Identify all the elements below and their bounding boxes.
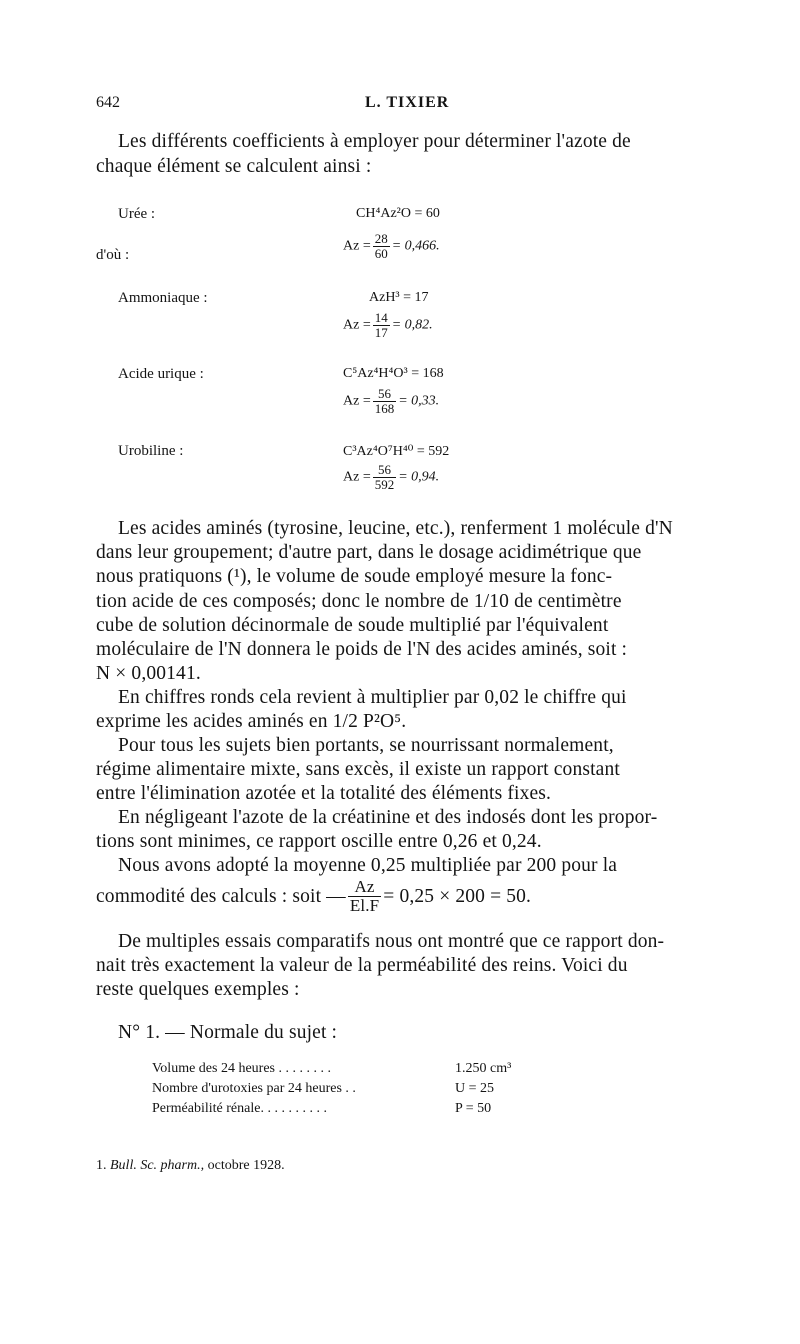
formula-ammoniaque: AzH³ = 17: [369, 290, 429, 305]
fraction-denominator: 592: [374, 477, 395, 492]
paragraph-line: N × 0,00141.: [96, 663, 201, 684]
fraction: [373, 387, 397, 416]
formula-result: = 0,82.: [391, 317, 433, 333]
fraction-numerator: Az: [354, 877, 375, 896]
paragraph-line: dans leur groupement; d'autre part, dans le dosage acidimétrique que: [96, 542, 642, 563]
formula-label-uree: Urée :: [118, 206, 156, 222]
fraction-denominator: 168: [374, 401, 395, 416]
paragraph-text: commodité des calculs : soit —: [96, 885, 346, 907]
fraction-numerator: 56: [377, 462, 391, 477]
formula-urobiline-az: [343, 463, 439, 492]
fraction-numerator: 14: [374, 310, 388, 325]
formula-acide-urique-az: [343, 387, 439, 416]
paragraph-line: Nous avons adopté la moyenne 0,25 multipliée par 200 pour la: [118, 855, 618, 876]
paragraph-line: Pour tous les sujets bien portants, se nourrissant normalement,: [118, 735, 614, 756]
fraction-denominator: El.F: [349, 896, 380, 915]
paragraph-line: régime alimentaire mixte, sans excès, il existe un rapport constant: [96, 759, 620, 780]
paragraph-line: tions sont minimes, ce rapport oscille entre 0,26 et 0,24.: [96, 831, 542, 852]
fraction-denominator: 17: [374, 325, 388, 340]
intro-line: chaque élément se calculent ainsi :: [96, 156, 372, 177]
formula-urobiline: C³Az⁴O⁷H⁴⁰ = 592: [343, 444, 450, 459]
example-row-label: Nombre d'urotoxies par 24 heures . .: [152, 1081, 356, 1096]
footnote-number: 1.: [96, 1158, 107, 1173]
example-row-value: 1.250 cm³: [455, 1061, 512, 1076]
paragraph-line: Les acides aminés (tyrosine, leucine, etc.), renferment 1 molécule d'N: [118, 518, 673, 539]
fraction: [373, 311, 390, 340]
fraction-denominator: 60: [374, 246, 388, 261]
formula-lhs: Az =: [343, 469, 371, 485]
fraction-az-elf: [348, 878, 381, 915]
formula-result: = 0,33.: [398, 393, 440, 409]
intro-line: Les différents coefficients à employer pour déterminer l'azote de: [118, 131, 631, 152]
page-number: 642: [96, 94, 120, 111]
paragraph-line: En négligeant l'azote de la créatinine et des indosés dont les propor-: [118, 807, 658, 828]
example-row-value: P = 50: [455, 1101, 492, 1116]
fraction: [373, 232, 390, 261]
paragraph-line: moléculaire de l'N donnera le poids de l'N des acides aminés, soit :: [96, 639, 628, 660]
paragraph-text: = 0,25 × 200 = 50.: [383, 885, 532, 907]
paragraph-line: nait très exactement la valeur de la perméabilité des reins. Voici du: [96, 955, 628, 976]
example-row-value: U = 25: [455, 1081, 495, 1096]
paragraph-line: cube de solution décinormale de soude multiplié par l'équivalent: [96, 615, 609, 636]
paragraph-line: entre l'élimination azotée et la totalité des éléments fixes.: [96, 783, 552, 804]
formula-label-acide-urique: Acide urique :: [118, 366, 204, 382]
formula-acide-urique: C⁵Az⁴H⁴O³ = 168: [343, 366, 444, 381]
footnote: [96, 1158, 285, 1174]
formula-lhs: Az =: [343, 238, 371, 254]
formula-lhs: Az =: [343, 393, 371, 409]
formula-ammoniaque-az: [343, 311, 433, 340]
fraction-numerator: 28: [374, 231, 388, 246]
paragraph-line: tion acide de ces composés; donc le nombre de 1/10 de centimètre: [96, 591, 622, 612]
formula-uree: CH⁴Az²O = 60: [356, 206, 440, 221]
running-title: L. TIXIER: [365, 94, 450, 111]
paragraph-line: nous pratiquons (¹), le volume de soude employé mesure la fonc-: [96, 566, 613, 587]
formula-result: = 0,94.: [398, 469, 440, 485]
footnote-source: Bull. Sc. pharm.,: [110, 1158, 205, 1173]
example-row-label: Perméabilité rénale. . . . . . . . . .: [152, 1101, 327, 1116]
paragraph-line: De multiples essais comparatifs nous ont montré que ce rapport don-: [118, 931, 665, 952]
footnote-date: octobre 1928.: [207, 1158, 285, 1173]
paragraph-line: En chiffres ronds cela revient à multiplier par 0,02 le chiffre qui: [118, 687, 627, 708]
paragraph-line: exprime les acides aminés en 1/2 P²O⁵.: [96, 711, 407, 732]
formula-label-urobiline: Urobiline :: [118, 443, 184, 459]
paragraph-line: reste quelques exemples :: [96, 979, 300, 1000]
example-heading: N° 1. — Normale du sujet :: [118, 1022, 338, 1043]
example-row-label: Volume des 24 heures . . . . . . . .: [152, 1061, 331, 1076]
formula-result: = 0,466.: [391, 238, 440, 254]
fraction: [373, 463, 397, 492]
formula-label-ammoniaque: Ammoniaque :: [118, 290, 208, 306]
formula-lhs: Az =: [343, 317, 371, 333]
formula-label-dou: d'où :: [96, 247, 130, 263]
formula-dou: [343, 232, 440, 261]
paragraph-line-with-fraction: [96, 878, 531, 915]
fraction-numerator: 56: [377, 386, 391, 401]
